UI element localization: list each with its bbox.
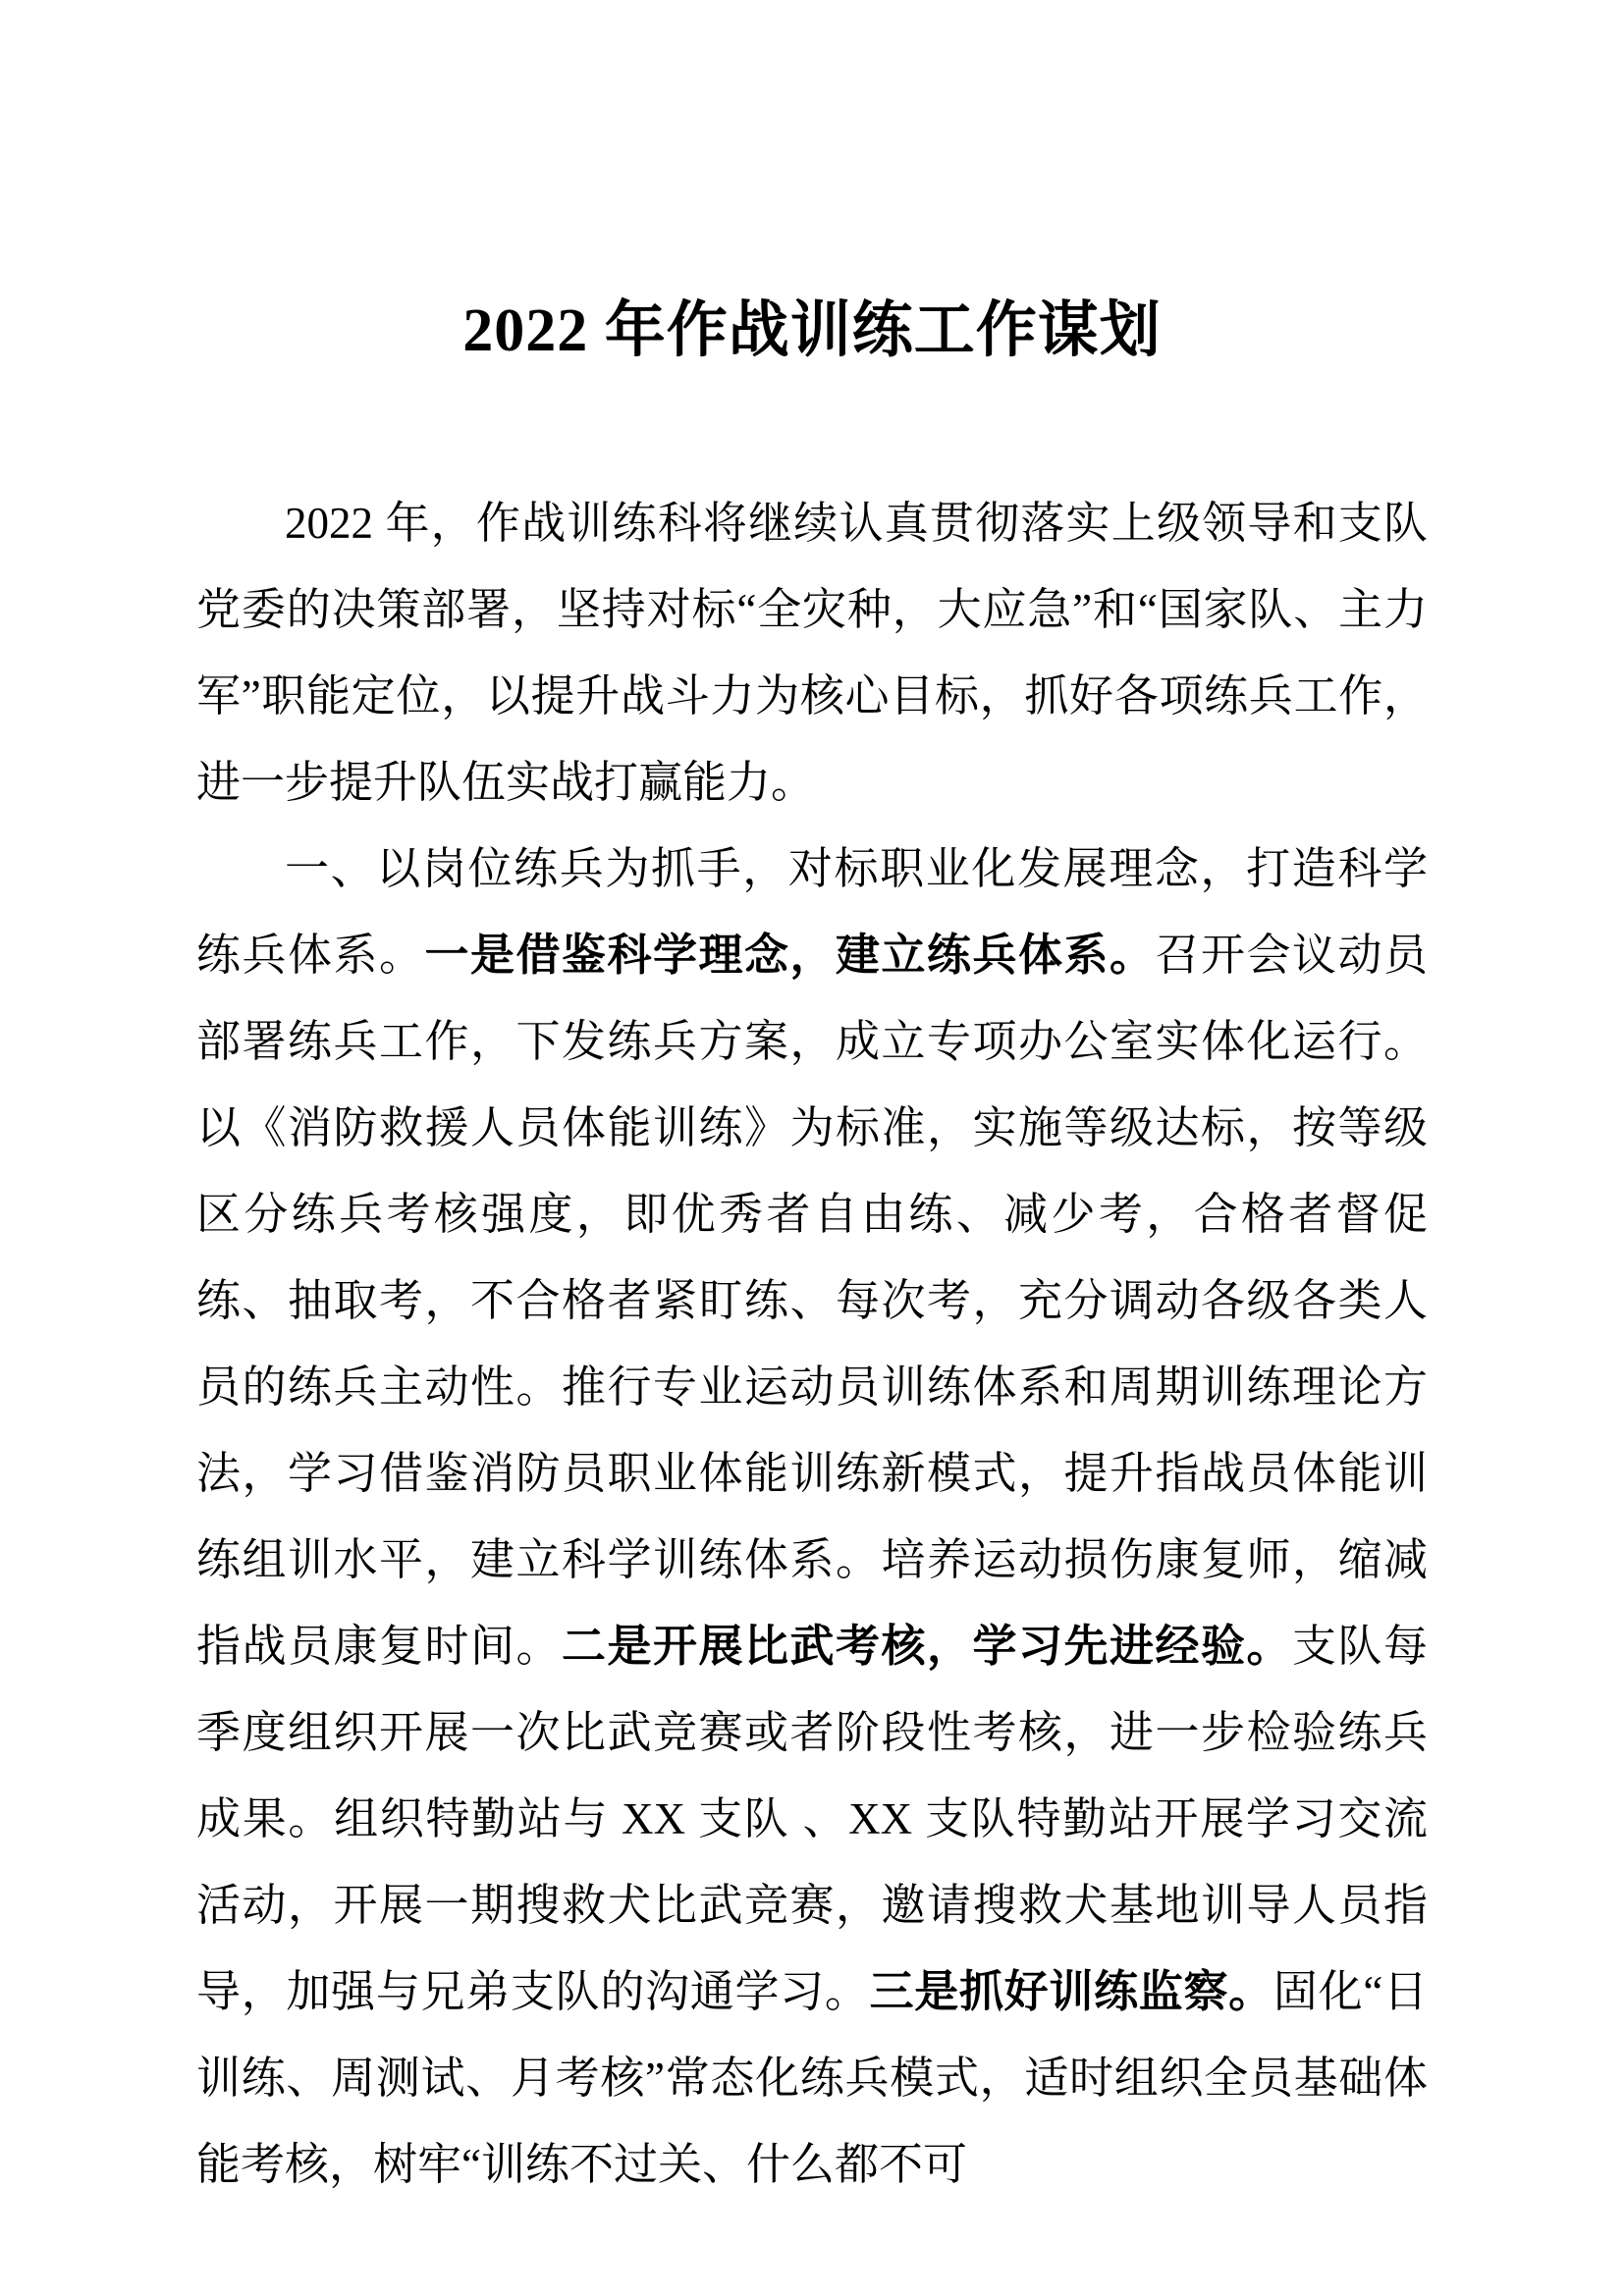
bold-text-run: 三是抓好训练监察。 (869, 1967, 1273, 2017)
document-title: 2022 年作战训练工作谋划 (462, 297, 1162, 364)
text-run: 支队每季度组织开展一次比武竞赛或者阶段性考核，进一步检验练兵成果。组织特勤站与 XX 支队 、XX 支队特勤站开展学习交流活动，开展一期搜救犬比武竞赛，邀请搜救犬基地训导人员指导，加强与兄弟支队的沟通学习。 (196, 1622, 1428, 2017)
text-run: 一、以岗位练兵为抓手，对标职业化发展理念，打造科学练兵体系。 (196, 844, 1428, 981)
paragraph (196, 826, 1428, 2208)
document-body (196, 480, 1428, 2208)
bold-text-run: 一是借鉴科学理念，建立练兵体系。 (424, 931, 1156, 981)
paragraph (196, 480, 1428, 826)
bold-text-run: 二是开展比武考核，学习先进经验。 (562, 1622, 1292, 1672)
text-run: 2022 年，作战训练科将继续认真贯彻落实上级领导和支队党委的决策部署，坚持对标“全灾种，大应急”和“国家队、主力军”职能定位，以提升战斗力为核心目标，抓好各项练兵工作，进一步提升队伍实战打赢能力。 (196, 499, 1428, 808)
text-run: 召开会议动员部署练兵工作，下发练兵方案，成立专项办公室实体化运行。以《消防救援人员体能训练》为标准，实施等级达标，按等级区分练兵考核强度，即优秀者自由练、减少考，合格者督促练、抽取考，不合格者紧盯练、每次考，充分调动各级各类人员的练兵主动性。推行专业运动员训练体系和周期训练理论方法，学习借鉴消防员职业体能训练新模式，提升指战员体能训练组训水平，建立科学训练体系。培养运动损伤康复师，缩减指战员康复时间。 (196, 931, 1428, 1672)
text-run: 固化“日训练、周测试、月考核”常态化练兵模式，适时组织全员基础体能考核，树牢“训练不过关、什么都不可 (196, 1967, 1428, 2190)
